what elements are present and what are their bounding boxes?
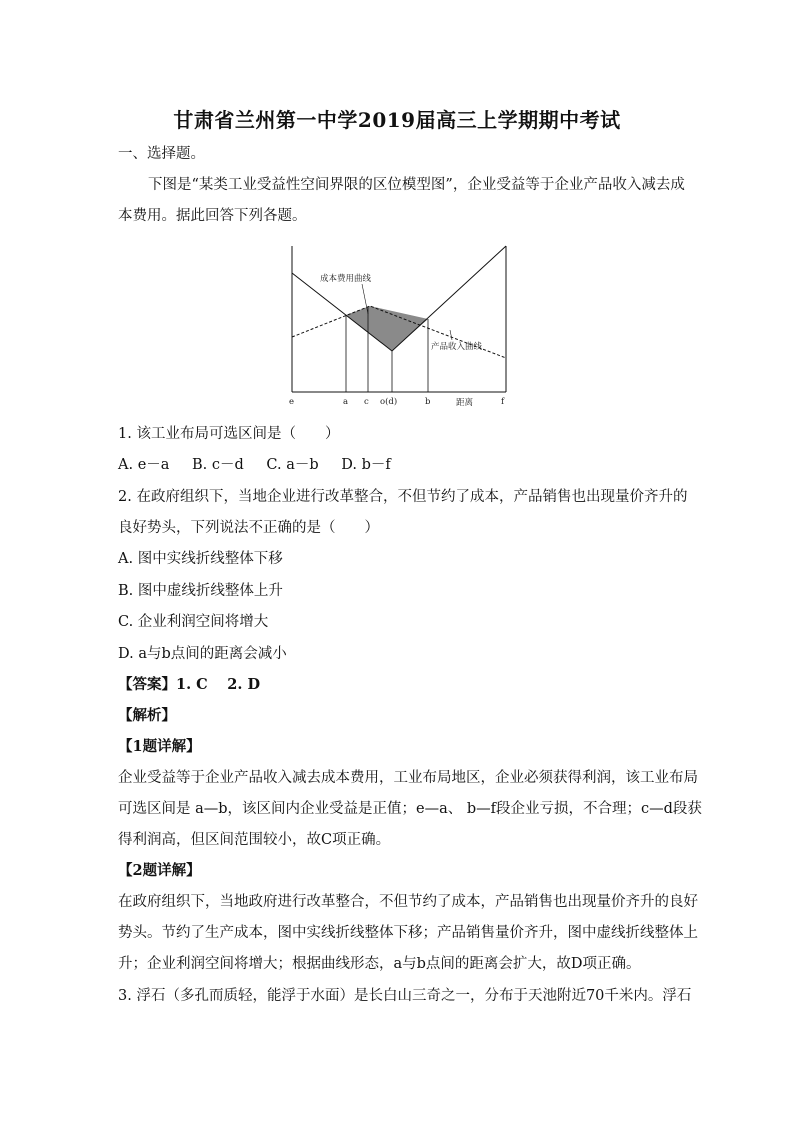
q2-option-b: B. 图中虚线折线整体上升 [118, 583, 283, 599]
question-2-line-2: 良好势头，下列说法不正确的是（ ） [118, 520, 379, 536]
detail-1-line-2: 可选区间是 a—b，该区间内企业受益是正值；e—a、 b—f段企业亏损，不合理；c—d段获 [118, 801, 702, 817]
intro-line-2: 本费用。据此回答下列各题。 [118, 208, 307, 224]
detail-1-heading: 【1题详解】 [118, 738, 201, 755]
revenue-label: 产品收入曲线 [431, 342, 483, 352]
q2-option-c: C. 企业利润空间将增大 [118, 614, 269, 630]
question-3-line-1: 3. 浮石（多孔而质轻，能浮于水面）是长白山三奇之一，分布于天池附近70千米内。浮石 [118, 988, 692, 1004]
question-1: 1. 该工业布局可选区间是（ ） [118, 426, 340, 442]
section-heading: 一、选择题。 [118, 146, 205, 162]
detail-2-line-2: 势头。节约了生产成本，图中实线折线整体下移；产品销售量价齐升，图中虚线折线整体上 [118, 925, 698, 941]
location-model-figure [288, 240, 510, 412]
q1-option-d: D. b－f [341, 457, 391, 473]
detail-2-heading: 【2题详解】 [118, 862, 201, 879]
detail-2-line-1: 在政府组织下，当地政府进行改革整合，不但节约了成本，产品销售也出现量价齐升的良好 [118, 894, 698, 910]
q1-option-c: C. a－b [266, 457, 319, 473]
tick-a: a [343, 397, 349, 407]
intro-line-1: 下图是“某类工业受益性空间界限的区位模型图”，企业受益等于企业产品收入减去成 [148, 177, 685, 193]
revenue-leader [450, 330, 452, 340]
question-1-options [118, 455, 678, 475]
tick-o-d: o(d) [380, 397, 398, 407]
analysis-heading: 【解析】 [118, 707, 176, 724]
cost-label: 成本费用曲线 [320, 274, 372, 284]
tick-e: e [289, 397, 295, 407]
tick-b: b [425, 397, 431, 407]
detail-2-line-3: 升；企业利润空间将增大；根据曲线形态，a与b点间的距离会扩大，故D项正确。 [118, 956, 641, 972]
axis-label: 距离 [456, 398, 474, 408]
answer-line: 【答案】1. C 2. D [118, 676, 261, 693]
detail-1-line-1: 企业受益等于企业产品收入减去成本费用，工业布局地区，企业必须获得利润，该工业布局 [118, 770, 698, 786]
tick-f: f [501, 397, 505, 407]
tick-c: c [364, 397, 369, 407]
q2-option-d: D. a与b点间的距离会减小 [118, 646, 287, 662]
page-title: 甘肃省兰州第一中学2019届高三上学期期中考试 [173, 108, 621, 132]
q1-option-a: A. e－a [118, 457, 170, 473]
question-2-line-1: 2. 在政府组织下，当地企业进行改革整合，不但节约了成本，产品销售也出现量价齐升的 [118, 489, 688, 505]
q2-option-a: A. 图中实线折线整体下移 [118, 551, 283, 567]
q1-option-b: B. c－d [192, 457, 244, 473]
detail-1-line-3: 得利润高，但区间范围较小，故C项正确。 [118, 832, 391, 848]
